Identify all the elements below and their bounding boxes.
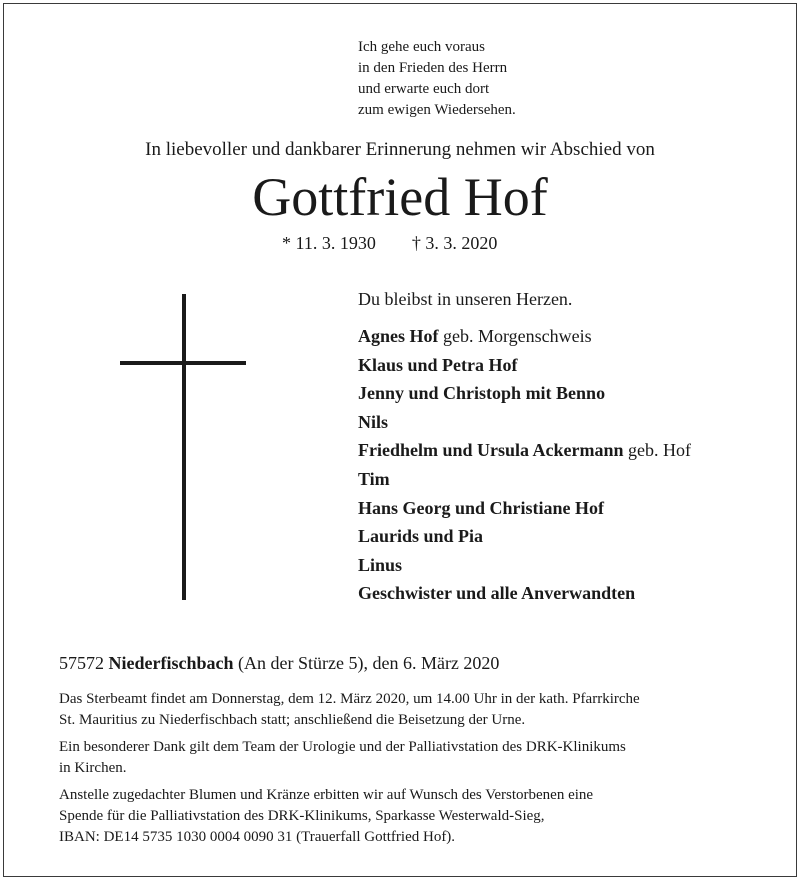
mourner-item — [358, 379, 691, 408]
paragraph-line: in Kirchen. — [59, 760, 127, 776]
mourner-item — [358, 465, 691, 494]
verse-line: zum ewigen Wiedersehen. — [358, 102, 516, 118]
paragraph-line: St. Mauritius zu Niederfischbach statt; anschließend die Beisetzung der Urne. — [59, 712, 526, 728]
paragraph-line: IBAN: DE14 5735 1030 0004 0090 31 (Trauerfall Gottfried Hof). — [59, 829, 456, 845]
mourner-item — [358, 351, 691, 380]
life-dates — [282, 231, 497, 255]
mourner-name: Klaus und Petra Hof — [358, 354, 518, 375]
mourner-item — [358, 408, 691, 437]
mourner-name: Friedhelm und Ursula Ackermann — [358, 440, 624, 461]
verse-line: und erwarte euch dort — [358, 81, 490, 97]
mourner-item — [358, 436, 691, 465]
verse-line: in den Frieden des Herrn — [358, 60, 508, 76]
mourner-name: Tim — [358, 468, 390, 489]
place-zip: 57572 — [59, 653, 109, 673]
paragraph-line: Anstelle zugedachter Blumen und Kränze erbitten wir auf Wunsch des Verstorbenen eine — [59, 787, 594, 803]
cross-icon-beam — [120, 361, 246, 365]
mourner-item — [358, 322, 691, 351]
mourner-name: Jenny und Christoph mit Benno — [358, 383, 606, 404]
place-town: Niederfischbach — [108, 653, 234, 673]
death-date: † 3. 3. 2020 — [411, 233, 498, 253]
mourner-item — [358, 551, 691, 580]
mourner-name: Nils — [358, 411, 389, 432]
mourner-item — [358, 579, 691, 608]
mourner-name: Laurids und Pia — [358, 526, 484, 547]
intro-text: In liebevoller und dankbarer Erinnerung nehmen wir Abschied von — [145, 139, 655, 160]
place-address-date: (An der Stürze 5), den 6. März 2020 — [233, 653, 500, 673]
mourner-suffix: geb. Morgenschweis — [438, 326, 592, 346]
place-and-date — [59, 651, 499, 675]
mourners-list — [358, 322, 691, 608]
donation-info — [59, 785, 759, 848]
paragraph-line: Spende für die Palliativstation des DRK-Klinikums, Sparkasse Westerwald-Sieg, — [59, 808, 545, 824]
mourner-item — [358, 522, 691, 551]
mourner-name: Hans Georg und Christiane Hof — [358, 497, 605, 518]
mourner-suffix: geb. Hof — [623, 440, 692, 461]
mourner-name: Geschwister und alle Anverwandten — [358, 583, 636, 604]
paragraph-line: Ein besonderer Dank gilt dem Team der Urologie und der Palliativstation des DRK-Klinikums — [59, 739, 626, 755]
deceased-name: Gottfried Hof — [252, 167, 548, 227]
verse — [358, 37, 516, 121]
mourner-name: Agnes Hof — [358, 326, 439, 346]
verse-line: Ich gehe euch voraus — [358, 39, 486, 55]
funeral-info — [59, 689, 759, 731]
mourner-name: Linus — [358, 554, 403, 575]
cross-icon — [182, 294, 186, 600]
paragraph-line: Das Sterbeamt findet am Donnerstag, dem 12. März 2020, um 14.00 Uhr in der kath. Pfarrkirche — [59, 691, 640, 707]
birth-date: * 11. 3. 1930 — [282, 233, 376, 253]
heart-line: Du bleibst in unseren Herzen. — [358, 289, 573, 309]
mourner-item — [358, 494, 691, 523]
thanks-info — [59, 737, 759, 779]
